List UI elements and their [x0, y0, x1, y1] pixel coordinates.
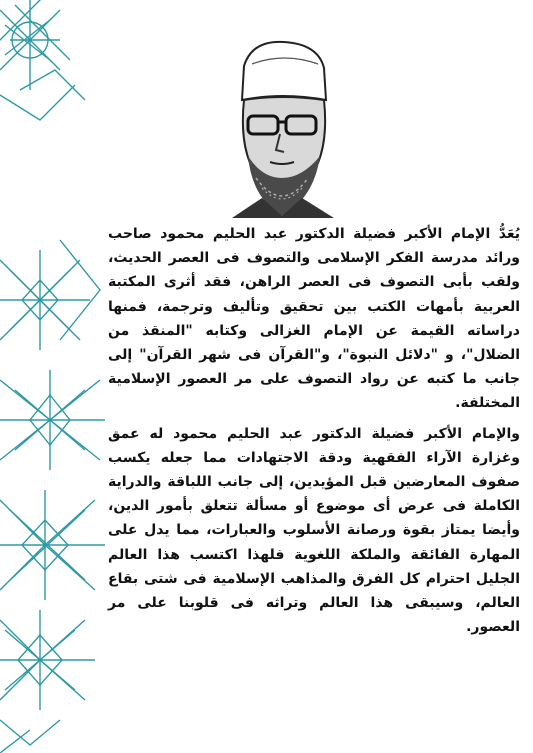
- paragraph-1: يُعَدُّ الإمام الأكبر فضيلة الدكتور عبد الحليم محمود صاحب ورائد مدرسة الفكر الإسلامى والتصوف فى العصر الحديث، ولقب بأبى التصوف فى العصر الراهن، فقد أثرى المكتبة العربية بأمهات الكتب بين تحقيق وتأليف وترجمة، فمنها دراساته القيمة عن الإمام الغزالى وكتابه "المنقذ من الضلال"، و "دلائل النبوة"، و"القرآن فى شهر القرآن" إلى جانب ما كتبه عن رواد التصوف على مر العصور الإسلامية المختلفة.: [108, 226, 520, 412]
- biography-text: [108, 222, 520, 639]
- paragraph-2: والإمام الأكبر فضيلة الدكتور عبد الحليم محمود له عمق وغزارة الآراء الفقهية ودقة الاجتهادات مما جعله يكسب صفوف المعارضين قبل المؤيدين، إلى جانب اللباقة والدراية الكاملة فى عرض أى موضوع أو مسألة تتعلق بأمور الدين، وأيضا يمتاز بقوة ورصانة الأسلوب والعبارات، مما يدل على المهارة الفائقة والملكة اللغوية فلهذا اكتسب هذا العالم الجليل احترام كل الفرق والمذاهب الإسلامية فى شتى بقاع العالم، وسيبقى هذا العالم وتراثه فى قلوبنا على مر العصور.: [108, 425, 520, 636]
- geometric-pattern-decoration: [0, 0, 110, 753]
- scholar-portrait: [222, 38, 342, 218]
